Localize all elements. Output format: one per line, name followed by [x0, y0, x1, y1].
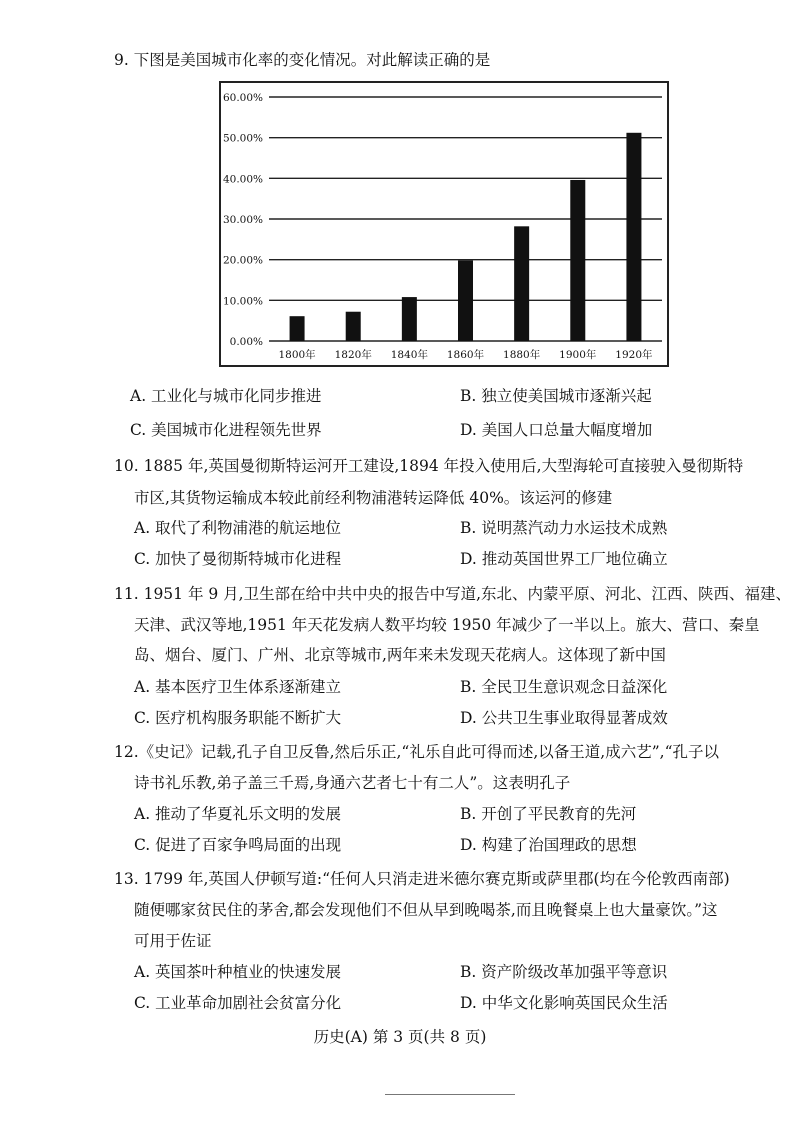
bar-1920年 — [626, 133, 641, 341]
q11-line-2: 天津、武汉等地,1951 年天花发病人数平均较 1950 年减少了一半以上。旅大、营口、秦皇 — [134, 616, 760, 634]
q12-option-a[interactable]: A. 推动了华夏礼乐文明的发展 — [134, 805, 342, 823]
x-tick-label: 1900年 — [559, 349, 597, 361]
y-tick-label: 10.00% — [222, 295, 263, 308]
bar-1840年 — [402, 297, 417, 341]
x-tick-label: 1840年 — [390, 349, 428, 361]
q9-option-c[interactable]: C. 美国城市化进程领先世界 — [130, 421, 322, 439]
q9-option-a[interactable]: A. 工业化与城市化同步推进 — [130, 387, 322, 405]
y-tick-label: 50.00% — [222, 132, 263, 145]
q9-option-d[interactable]: D. 美国人口总量大幅度增加 — [460, 421, 653, 439]
q13-line-2: 随便哪家贫民住的茅舍,都会发现他们不但从早到晚喝茶,而且晚餐桌上也大量豪饮。”这 — [134, 901, 718, 919]
q11-option-d[interactable]: D. 公共卫生事业取得显著成效 — [460, 709, 668, 727]
x-tick-label: 1880年 — [503, 349, 541, 361]
bar-1820年 — [346, 312, 361, 341]
q13-option-c[interactable]: C. 工业革命加剧社会贫富分化 — [134, 994, 342, 1012]
q10-option-a[interactable]: A. 取代了利物浦港的航运地位 — [134, 519, 342, 537]
q11-option-a[interactable]: A. 基本医疗卫生体系逐渐建立 — [134, 678, 342, 696]
q12-line-2: 诗书礼乐教,弟子盖三千焉,身通六艺者七十有二人”。这表明孔子 — [134, 774, 571, 792]
page-footer: 历史(A) 第 3 页(共 8 页) — [313, 1028, 487, 1046]
q12-option-b[interactable]: B. 开创了平民教育的先河 — [460, 805, 637, 823]
y-tick-label: 30.00% — [222, 214, 263, 226]
y-tick-label: 40.00% — [222, 173, 263, 186]
y-tick-label: 0.00% — [229, 336, 263, 348]
q12-line-1: 12.《史记》记载,孔子自卫反鲁,然后乐正,“礼乐自此可得而述,以备王道,成六艺”,“孔子以 — [114, 743, 719, 761]
y-tick-label: 60.00% — [222, 92, 263, 104]
q10-option-d[interactable]: D. 推动英国世界工厂地位确立 — [460, 550, 668, 568]
q13-line-3: 可用于佐证 — [134, 932, 212, 950]
x-tick-label: 1920年 — [615, 349, 653, 361]
q11-option-c[interactable]: C. 医疗机构服务职能不断扩大 — [134, 709, 342, 727]
q11-line-3: 岛、烟台、厦门、广州、北京等城市,两年来未发现天花病人。这体现了新中国 — [134, 646, 666, 664]
q9-stem: 9. 下图是美国城市化率的变化情况。对此解读正确的是 — [114, 51, 491, 69]
q10-option-b[interactable]: B. 说明蒸汽动力水运技术成熟 — [460, 519, 668, 537]
x-tick-label: 1860年 — [446, 349, 485, 361]
x-tick-label: 1800年 — [278, 349, 316, 361]
q13-line-1: 13. 1799 年,英国人伊顿写道:“任何人只消走进米德尔赛克斯或萨里郡(均在今伦敦西南部) — [114, 870, 730, 888]
q13-option-d[interactable]: D. 中华文化影响英国民众生活 — [460, 994, 668, 1012]
q11-line-1: 11. 1951 年 9 月,卫生部在给中共中央的报告中写道,东北、内蒙平原、河北、江西、陕西、福建、 — [114, 585, 792, 603]
q13-option-a[interactable]: A. 英国茶叶种植业的快速发展 — [134, 963, 342, 981]
q9-option-b[interactable]: B. 独立使美国城市逐渐兴起 — [460, 387, 652, 405]
q10-option-c[interactable]: C. 加快了曼彻斯特城市化进程 — [134, 550, 342, 568]
bar-1800年 — [290, 316, 305, 341]
y-tick-label: 20.00% — [222, 254, 263, 267]
q12-option-d[interactable]: D. 构建了治国理政的思想 — [460, 836, 637, 854]
bar-1880年 — [514, 226, 529, 341]
bottom-divider — [385, 1094, 515, 1095]
q11-option-b[interactable]: B. 全民卫生意识观念日益深化 — [460, 678, 668, 696]
q10-line-1: 10. 1885 年,英国曼彻斯特运河开工建设,1894 年投入使用后,大型海轮可直接驶入曼彻斯特 — [114, 457, 744, 475]
q10-line-2: 市区,其货物运输成本较此前经利物浦港转运降低 40%。该运河的修建 — [134, 489, 613, 507]
q12-option-c[interactable]: C. 促进了百家争鸣局面的出现 — [134, 836, 342, 854]
bar-1860年 — [458, 260, 473, 341]
urbanization-bar-chart — [219, 81, 669, 367]
q13-option-b[interactable]: B. 资产阶级改革加强平等意识 — [460, 963, 668, 981]
bar-1900年 — [570, 180, 585, 341]
x-tick-label: 1820年 — [334, 349, 372, 361]
